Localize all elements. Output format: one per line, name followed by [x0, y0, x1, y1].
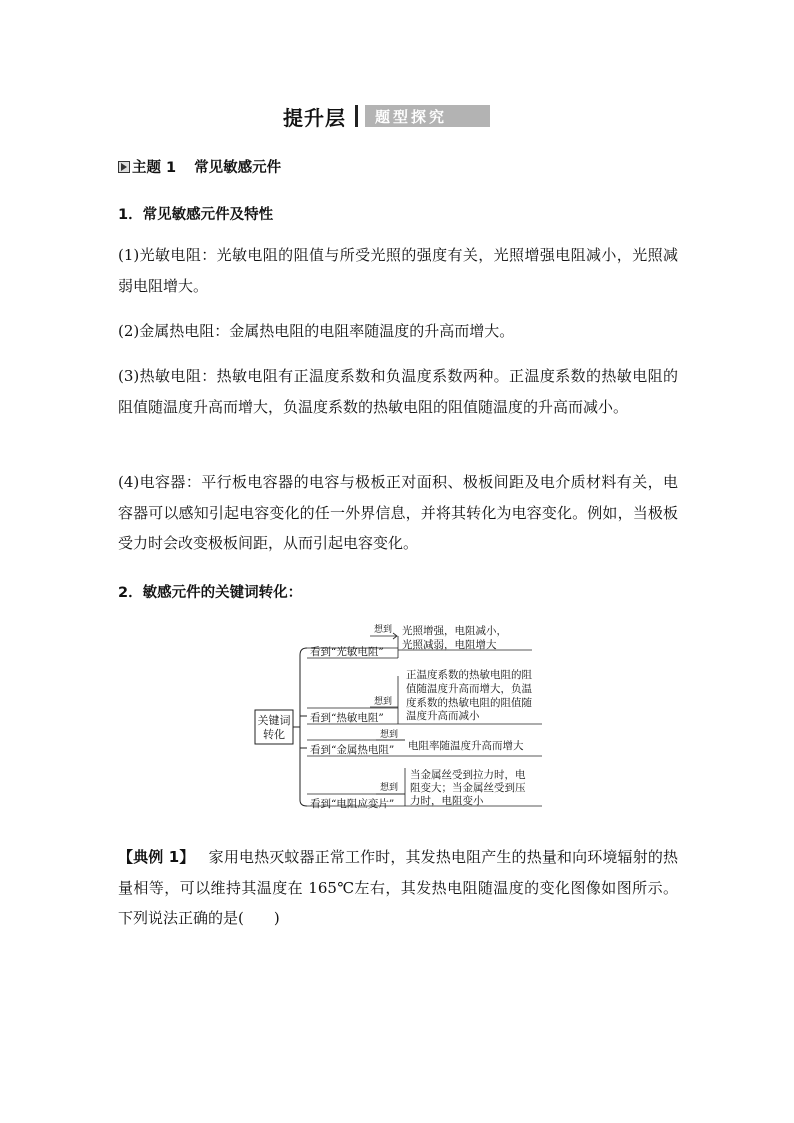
branch2-result-line4: 温度升高而减小	[406, 710, 480, 722]
bracket-lines	[293, 648, 307, 806]
branch3-result-line1: 电阻率随温度升高而增大	[408, 740, 524, 752]
topic-title-row	[118, 156, 281, 177]
play-triangle-icon	[118, 161, 130, 173]
section2-heading: 2．敏感元件的关键词转化：	[118, 585, 303, 601]
example-paragraph	[118, 842, 678, 934]
section-header	[283, 103, 490, 129]
root-label-line2: 转化	[263, 728, 285, 741]
branch2-see: 看到“热敏电阻”	[310, 712, 384, 724]
example-text: 家用电热灭蚊器正常工作时，其发热电阻产生的热量和向环境辐射的热量相等，可以维持其温度在 165℃左右，其发热电阻随温度的变化图像如图所示。下列说法正确的是( )	[118, 848, 678, 927]
paragraph-thermistor: (3)热敏电阻：热敏电阻有正温度系数和负温度系数两种。正温度系数的热敏电阻的阻值随温度升高而增大，负温度系数的热敏电阻的阻值随温度的升高而减小。	[118, 367, 678, 416]
branch1-result-line2: 光照减弱，电阻增大	[402, 639, 497, 651]
branch2-result-line2: 值随温度升高而增大，负温	[406, 683, 532, 695]
branch2-result-line3: 度系数的热敏电阻的阻值随	[406, 697, 532, 709]
branch3-see: 看到“金属热电阻”	[310, 744, 395, 756]
header-title: 提升层	[283, 105, 346, 130]
paragraph-photoresistor: (1)光敏电阻：光敏电阻的阻值与所受光照的强度有关，光照增强电阻减小，光照减弱电阻增大。	[118, 246, 678, 295]
header-divider	[355, 105, 358, 127]
branch4-think: 想到	[380, 783, 399, 793]
keyword-conversion-diagram	[250, 618, 550, 816]
branch4-see: 看到“电阻应变片”	[310, 798, 395, 810]
branch4-result-line1: 当金属丝受到拉力时，电	[410, 769, 526, 781]
root-label-line1: 关键词	[257, 714, 291, 727]
branch4-result-line3: 力时，电阻变小	[410, 795, 484, 807]
section1-heading: 1．常见敏感元件及特性	[118, 207, 274, 223]
branch1-result-line1: 光照增强，电阻减小，	[402, 625, 507, 637]
branch1-see: 看到“光敏电阻”	[310, 646, 384, 658]
paragraph-metal-thermal-resistor: (2)金属热电阻：金属热电阻的电阻率随温度的升高而增大。	[118, 322, 515, 340]
header-badge: 题型探究	[365, 105, 490, 127]
branch4-result-line2: 阻变大；当金属丝受到压	[410, 782, 526, 794]
topic-label: 主题 1	[132, 160, 177, 176]
branch2-result-line1: 正温度系数的热敏电阻的阻	[406, 669, 532, 681]
branch1-think: 想到	[374, 625, 393, 635]
topic-title: 常见敏感元件	[194, 160, 282, 176]
branch3-think: 想到	[380, 730, 399, 740]
paragraph-capacitor: (4)电容器：平行板电容器的电容与极板正对面积、极板间距及电介质材料有关，电容器可以感知引起电容变化的任一外界信息，并将其转化为电容变化。例如，当极板受力时会改变极板间距，从而引起电容变化。	[118, 473, 678, 552]
example-label: 【典例 1】	[118, 848, 195, 866]
branch2-think: 想到	[374, 697, 393, 707]
